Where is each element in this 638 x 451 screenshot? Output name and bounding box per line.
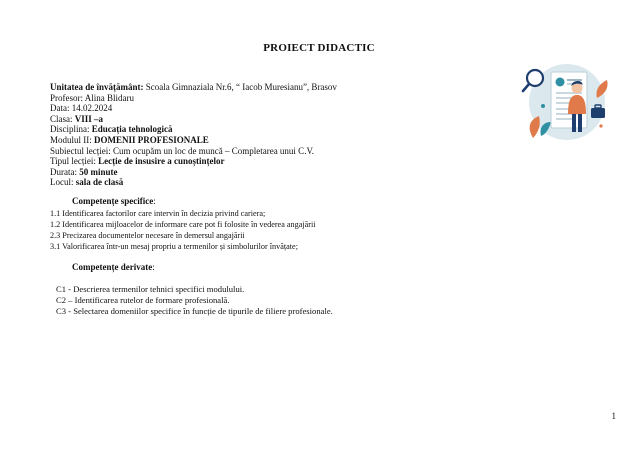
lesson-type-row [50, 156, 510, 167]
derived-competences-heading [72, 262, 155, 272]
class-value: VIII –a [74, 113, 104, 124]
specific-competences-list [50, 208, 380, 252]
subject-row: Subiectul lecției: Cum ocupăm un loc de muncă – Completarea unui C.V. [50, 145, 315, 156]
list-item: 1.1 Identificarea factorilor care intervin în decizia privind cariera; [50, 209, 266, 218]
decor-dot [599, 124, 602, 127]
lesson-type-value: Lecție de insusire a cunoștințelor [98, 156, 225, 167]
lesson-header [50, 82, 510, 188]
teacher-row: Profesor: Alina Blidaru [50, 92, 134, 103]
list-item: C3 - Selectarea domeniilor specifice în funcție de tipurile de filiere profesionale. [56, 306, 333, 316]
list-item: 1.2 Identificarea mijloacelor de informare care pot fi folosite în vederea angajării [50, 220, 316, 229]
school-label: Unitatea de învățământ: [50, 82, 144, 92]
class-row [50, 114, 510, 125]
specific-competences-heading-text: Competențe specifice [72, 196, 154, 206]
career-illustration [513, 62, 613, 144]
school-row [50, 82, 510, 93]
discipline-label: Disciplina: [50, 124, 92, 135]
class-label: Clasa: [50, 113, 75, 124]
module-value: DOMENII PROFESIONALE [94, 134, 209, 145]
page-number: 1 [611, 411, 616, 421]
derived-competences-list [56, 284, 376, 317]
school-value: Scoala Gimnaziala Nr.6, “ Iacob Muresianu”, Brasov [143, 82, 337, 92]
module-label: Modulul II: [50, 134, 94, 145]
specific-competences-heading [72, 196, 156, 206]
duration-label: Durata: [50, 166, 80, 177]
derived-competences-heading-text: Competențe derivate [72, 262, 153, 272]
module-row [50, 135, 510, 146]
document-title: PROIECT DIDACTIC [263, 42, 375, 54]
lesson-type-label: Tipul lecției: [50, 156, 99, 167]
discipline-value: Educația tehnologică [91, 124, 173, 135]
location-value: sala de clasă [75, 177, 124, 188]
list-item: 2.3 Precizarea documentelor necesare în demersul angajării [50, 231, 245, 240]
duration-value: 50 minute [79, 166, 118, 177]
date-row: Data: 14.02.2024 [50, 103, 113, 114]
location-row [50, 177, 510, 188]
discipline-row [50, 124, 510, 135]
list-item: C1 - Descrierea termenilor tehnici specifici modulului. [56, 284, 245, 294]
heading-colon: : [152, 262, 155, 272]
location-label: Locul: [50, 177, 76, 188]
list-item: 3.1 Valorificarea într-un mesaj propriu a termenilor și simbolurilor învățate; [50, 242, 298, 251]
duration-row [50, 167, 510, 178]
list-item: C2 – Identificarea rutelor de formare profesională. [56, 295, 230, 305]
decor-dot [541, 104, 545, 108]
heading-colon: : [153, 196, 156, 206]
